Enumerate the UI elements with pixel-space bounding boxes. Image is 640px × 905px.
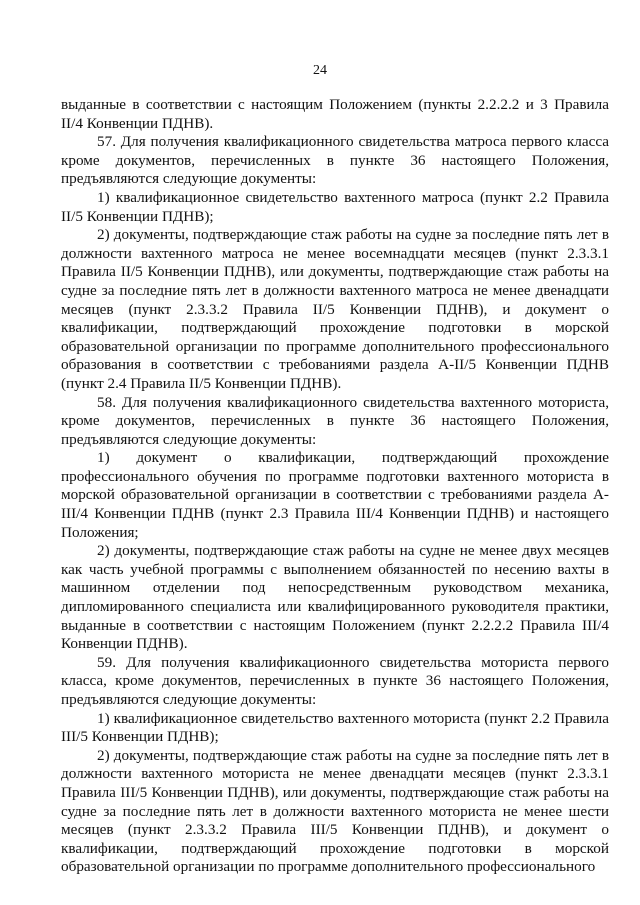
- paragraph-item-58: 58. Для получения квалификационного свидетельства вахтенного моториста, кроме документов, перечисленных в пункте 36 настоящего Положения, предъявляются следующие документы:: [61, 393, 609, 448]
- paragraph-58-subitem-1: 1) документ о квалификации, подтверждающий прохождение профессионального обучения по программе подготовки вахтенного моториста в морской образовательной организации в соответствии с требованиями раздела A-III/4 Конвенции ПДНВ (пункт 2.3 Правила III/4 Конвенции ПДНВ) и настоящего Положения;: [61, 449, 609, 541]
- page-number: 24: [313, 63, 327, 78]
- document-body: [61, 96, 609, 877]
- paragraph-item-57: 57. Для получения квалификационного свидетельства матроса первого класса кроме документов, перечисленных в пункте 36 настоящего Положения, предъявляются следующие документы:: [61, 133, 609, 188]
- paragraph-58-subitem-2: 2) документы, подтверждающие стаж работы на судне не менее двух месяцев как часть учебной программы с выполнением обязанностей по несению вахты в машинном отделении под непосредственным руководством механика, дипломированного специалиста или квалифицированного руководителя практики, выданные в соответствии с настоящим Положением (пункт 2.2.2.2 Правила III/4 Конвенции ПДНВ).: [61, 542, 609, 653]
- paragraph-57-subitem-1: 1) квалификационное свидетельство вахтенного матроса (пункт 2.2 Правила II/5 Конвенции ПДНВ);: [61, 188, 609, 225]
- paragraph-57-subitem-2: 2) документы, подтверждающие стаж работы на судне за последние пять лет в должности вахтенного матроса не менее восемнадцати месяцев (пункт 2.3.3.1 Правила II/5 Конвенции ПДНВ), или документы, подтверждающие стаж работы на судне за последние пять лет в должности вахтенного матроса не менее двенадцати месяцев (пункт 2.3.3.2 Правила II/5 Конвенции ПДНВ), и документ о квалификации, подтверждающий прохождение подготовки в морской образовательной организации по программе дополнительного профессионального образования в соответствии с требованиями раздела A-II/5 Конвенции ПДНВ (пункт 2.4 Правила II/5 Конвенции ПДНВ).: [61, 226, 609, 392]
- paragraph-59-subitem-2: 2) документы, подтверждающие стаж работы на судне за последние пять лет в должности вахтенного моториста не менее двенадцати месяцев (пункт 2.3.3.1 Правила III/5 Конвенции ПДНВ), или документы, подтверждающие стаж работы на судне за последние пять лет в должности вахтенного моториста не менее шести месяцев (пункт 2.3.3.2 Правила III/5 Конвенции ПДНВ), и документ о квалификации, подтверждающий прохождение подготовки в морской образовательной организации по программе дополнительного профессионального: [61, 746, 609, 876]
- paragraph-59-subitem-1: 1) квалификационное свидетельство вахтенного моториста (пункт 2.2 Правила III/5 Конвенции ПДНВ);: [61, 709, 609, 746]
- paragraph-continuation: выданные в соответствии с настоящим Положением (пункты 2.2.2.2 и 3 Правила II/4 Конвенции ПДНВ).: [61, 96, 609, 132]
- paragraph-item-59: 59. Для получения квалификационного свидетельства моториста первого класса, кроме документов, перечисленных в пункте 36 настоящего Положения, предъявляются следующие документы:: [61, 653, 609, 708]
